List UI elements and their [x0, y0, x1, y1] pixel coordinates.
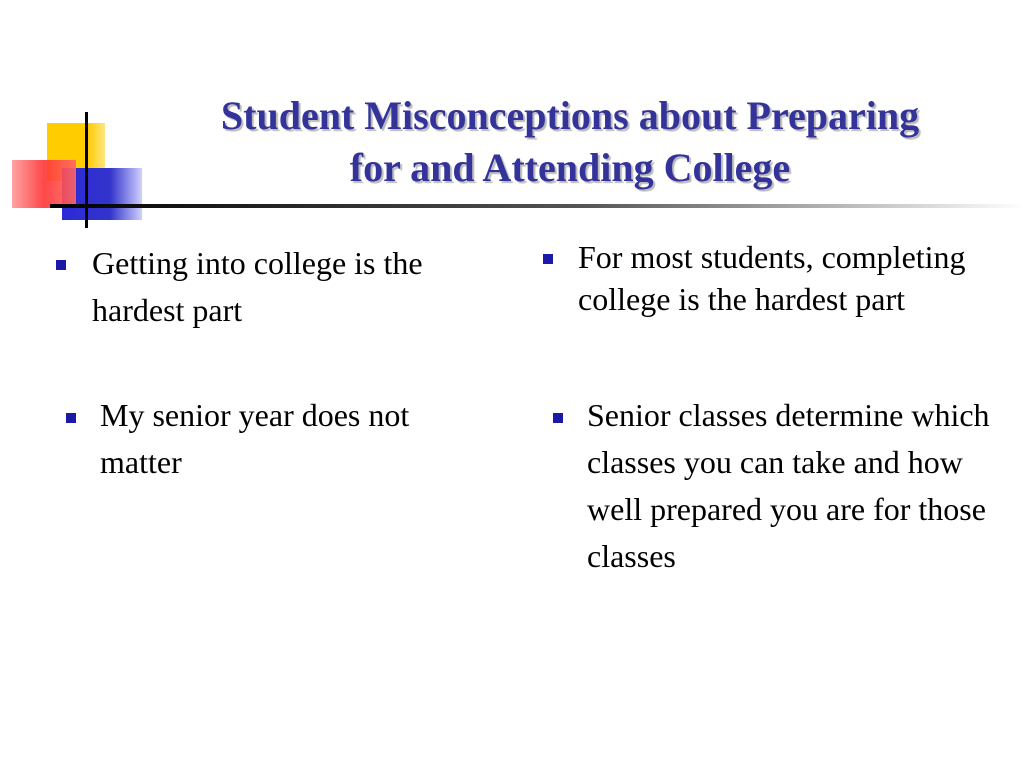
- bullet-text: My senior year does not matter: [100, 397, 410, 480]
- slide-title: [150, 90, 990, 194]
- bullet-text: For most students, completing college is the hardest part: [578, 239, 966, 317]
- deco-vertical-line: [85, 112, 88, 228]
- title-underline: [50, 204, 1024, 208]
- bullet-fact-completing: [543, 236, 993, 320]
- square-bullet-icon: [56, 260, 66, 270]
- square-bullet-icon: [553, 413, 563, 423]
- square-bullet-icon: [543, 254, 553, 264]
- square-bullet-icon: [66, 413, 76, 423]
- bullet-text: Senior classes determine which classes you can take and how well prepared you are for those classes: [587, 397, 990, 574]
- deco-red-square: [12, 160, 76, 208]
- bullet-misconception-getting-in: [56, 240, 476, 334]
- slide-title-line-2: for and Attending College: [349, 145, 791, 190]
- bullet-fact-senior-classes: [553, 392, 993, 580]
- bullet-text: Getting into college is the hardest part: [92, 245, 423, 328]
- bullet-misconception-senior-year: [66, 392, 486, 486]
- slide-title-line-1: Student Misconceptions about Preparing: [220, 93, 920, 138]
